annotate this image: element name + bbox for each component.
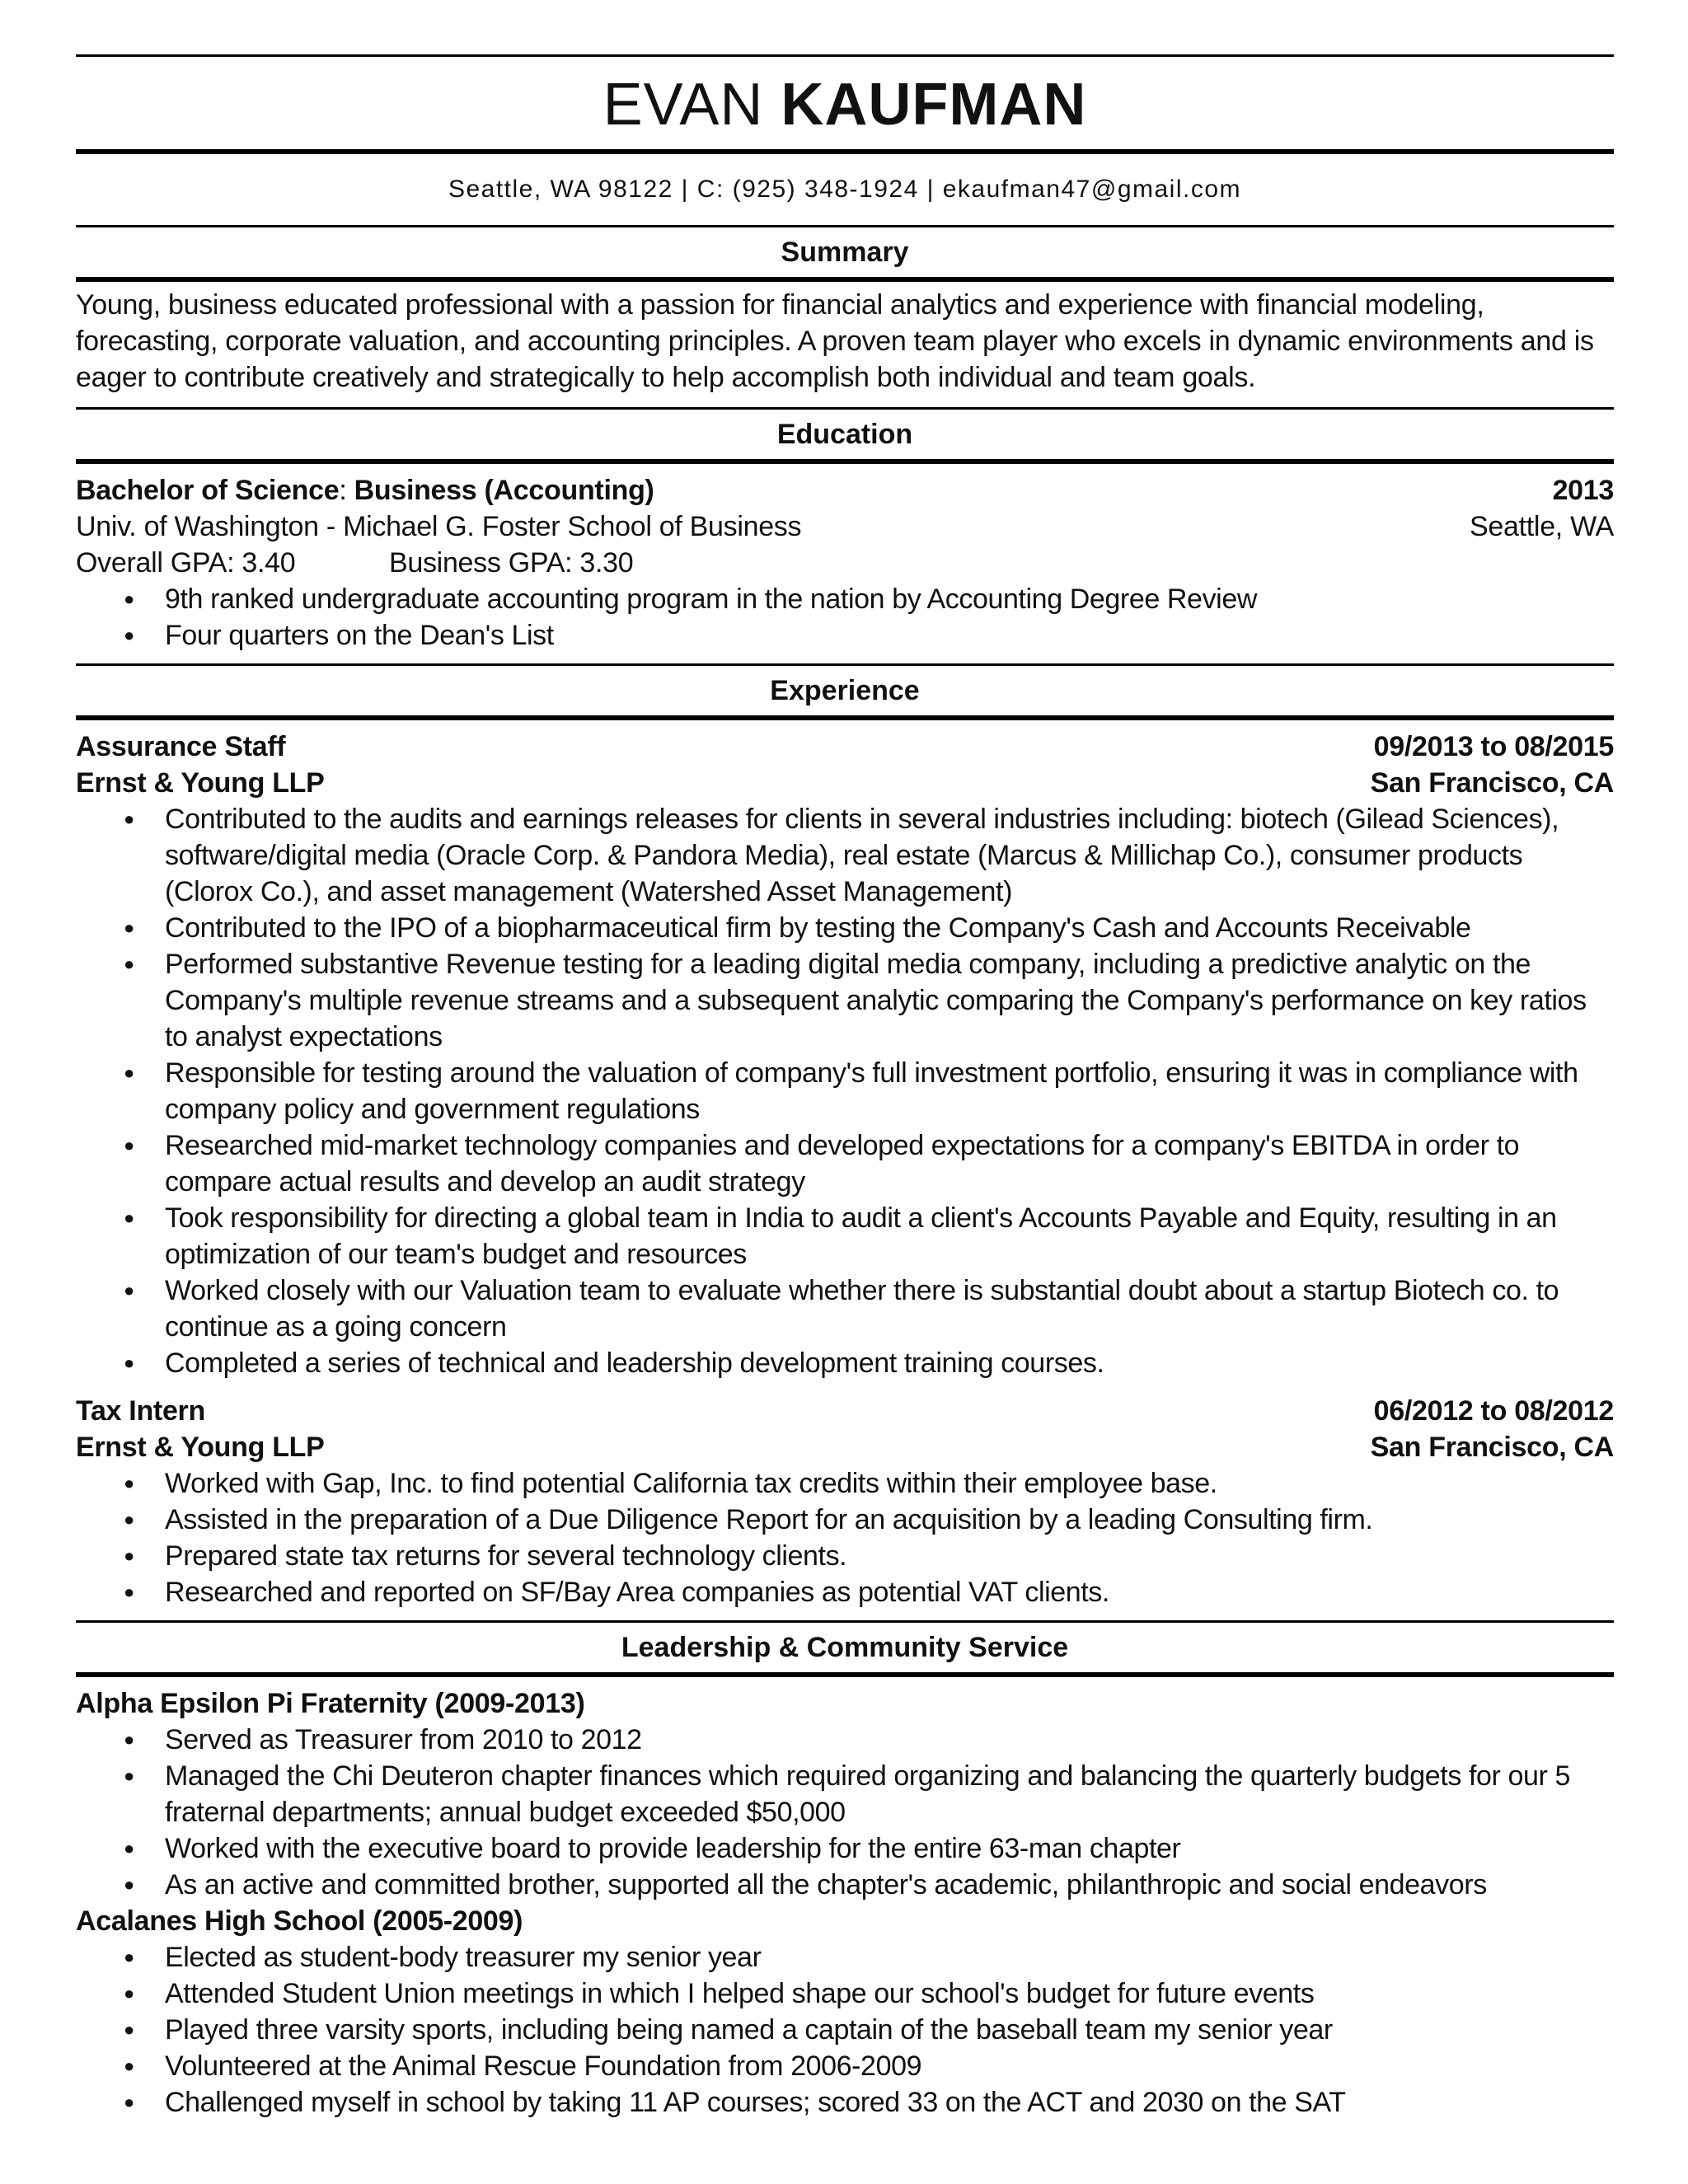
summary-text: Young, business educated professional with a passion for financial analytics and experience with financial modeling, forecasting, corporate valuation, and accounting principles. A proven team player who excels in dynamic environments and is eager to contribute creatively and strategically to help accomplish both individual and team goals. xyxy=(76,289,1594,393)
list-item: ● 9th ranked undergraduate accounting program in the nation by Accounting Degree Review xyxy=(76,581,1614,617)
list-item: ● As an active and committed brother, supported all the chapter's academic, philanthropic and social endeavors xyxy=(76,1867,1614,1903)
education-heading: Education xyxy=(776,419,913,450)
list-item: ● Researched and reported on SF/Bay Area companies as potential VAT clients. xyxy=(76,1574,1614,1610)
job-location: San Francisco, CA xyxy=(1370,767,1614,799)
group-name-row xyxy=(76,1903,1614,1939)
last-name: KAUFMAN xyxy=(781,72,1087,138)
list-item: ● Performed substantive Revenue testing for a leading digital media company, including a predictive analytic on the Company's multiple revenue streams and a subsequent analytic comparing the Company's performance on key ratios to analyst expectations xyxy=(76,946,1614,1055)
summary-heading: Summary xyxy=(781,237,909,268)
job-company-row xyxy=(76,765,1614,801)
job-bullets xyxy=(76,801,1614,1381)
group-bullets xyxy=(76,1722,1614,1903)
group-name: Alpha Epsilon Pi Fraternity (2009-2013) xyxy=(76,1688,585,1719)
list-item: ● Worked closely with our Valuation team to evaluate whether there is substantial doubt about a startup Biotech co. to continue as a going concern xyxy=(76,1272,1614,1345)
list-item: ● Worked with the executive board to provide leadership for the entire 63-man chapter xyxy=(76,1830,1614,1867)
job-entry xyxy=(76,729,1614,1381)
list-item: ● Completed a series of technical and leadership development training courses. xyxy=(76,1345,1614,1381)
group-name: Acalanes High School (2005-2009) xyxy=(76,1905,523,1937)
leadership-heading: Leadership & Community Service xyxy=(621,1632,1069,1663)
job-company-row xyxy=(76,1429,1614,1465)
job-location: San Francisco, CA xyxy=(1370,1432,1614,1463)
job-company: Ernst & Young LLP xyxy=(76,767,325,799)
school-location: Seattle, WA xyxy=(1470,511,1614,542)
list-item: ● Elected as student-body treasurer my senior year xyxy=(76,1939,1614,1975)
experience-entries xyxy=(76,720,1614,1620)
gpa-row xyxy=(76,545,1614,581)
job-bullets xyxy=(76,1465,1614,1610)
education-entry xyxy=(76,464,1614,663)
school-name: Univ. of Washington - Michael G. Foster School of Business xyxy=(76,511,802,542)
leadership-entries xyxy=(76,1677,1614,2130)
candidate-name xyxy=(76,57,1614,149)
experience-heading: Experience xyxy=(770,675,920,706)
list-item: ● Played three varsity sports, including being named a captain of the baseball team my senior year xyxy=(76,2012,1614,2048)
job-role: Assurance Staff xyxy=(76,731,286,762)
list-item: ● Researched mid-market technology companies and developed expectations for a company's EBITDA in order to compare actual results and develop an audit strategy xyxy=(76,1127,1614,1200)
list-item: ● Four quarters on the Dean's List xyxy=(76,617,1614,654)
list-item: ● Challenged myself in school by taking 11 AP courses; scored 33 on the ACT and 2030 on the SAT xyxy=(76,2084,1614,2121)
degree-major: Business (Accounting) xyxy=(354,475,654,506)
list-item: ● Responsible for testing around the valuation of company's full investment portfolio, ensuring it was in compliance with company policy and government regulations xyxy=(76,1055,1614,1127)
list-item: ● Contributed to the audits and earnings releases for clients in several industries including: biotech (Gilead Sciences), software/digital media (Oracle Corp. & Pandora Media), real estate (Marcus & Millichap Co.), consumer products (Clorox Co.), and asset management (Watershed Asset Management) xyxy=(76,801,1614,910)
list-item: ● Assisted in the preparation of a Due Diligence Report for an acquisition by a leading Consulting firm. xyxy=(76,1502,1614,1538)
degree-title: Bachelor of Science: Business (Accounting) xyxy=(76,475,654,506)
job-company: Ernst & Young LLP xyxy=(76,1432,325,1463)
graduation-year: 2013 xyxy=(1552,475,1614,506)
list-item: ● Attended Student Union meetings in which I helped shape our school's budget for future events xyxy=(76,1975,1614,2012)
job-dates: 06/2012 to 08/2012 xyxy=(1373,1395,1614,1427)
list-item: ● Contributed to the IPO of a biopharmaceutical firm by testing the Company's Cash and Accounts Receivable xyxy=(76,910,1614,946)
job-dates: 09/2013 to 08/2015 xyxy=(1373,731,1614,762)
list-item: ● Served as Treasurer from 2010 to 2012 xyxy=(76,1722,1614,1758)
group-name-row xyxy=(76,1685,1614,1722)
group-bullets xyxy=(76,1939,1614,2121)
degree-row xyxy=(76,472,1614,509)
job-entry xyxy=(76,1393,1614,1610)
list-item: ● Worked with Gap, Inc. to find potential California tax credits within their employee base. xyxy=(76,1465,1614,1502)
first-name: EVAN xyxy=(603,72,764,138)
job-role-row xyxy=(76,729,1614,765)
degree-name: Bachelor of Science xyxy=(76,475,340,506)
resume-page xyxy=(76,54,1614,2130)
overall-gpa: Overall GPA: 3.40 xyxy=(76,547,296,579)
list-item: ● Managed the Chi Deuteron chapter finances which required organizing and balancing the quarterly budgets for our 5 fraternal departments; annual budget exceeded $50,000 xyxy=(76,1758,1614,1830)
job-role: Tax Intern xyxy=(76,1395,205,1427)
business-gpa: Business GPA: 3.30 xyxy=(389,547,634,579)
job-spacer xyxy=(76,1381,1614,1393)
school-row xyxy=(76,509,1614,545)
contact-line: Seattle, WA 98122 | C: (925) 348-1924 | ekaufman47@gmail.com xyxy=(448,176,1242,203)
job-role-row xyxy=(76,1393,1614,1429)
list-item: ● Took responsibility for directing a global team in India to audit a client's Accounts Payable and Equity, resulting in an optimization of our team's budget and resources xyxy=(76,1200,1614,1272)
list-item: ● Prepared state tax returns for several technology clients. xyxy=(76,1538,1614,1574)
list-item: ● Volunteered at the Animal Rescue Foundation from 2006-2009 xyxy=(76,2048,1614,2084)
education-bullets xyxy=(76,581,1614,654)
